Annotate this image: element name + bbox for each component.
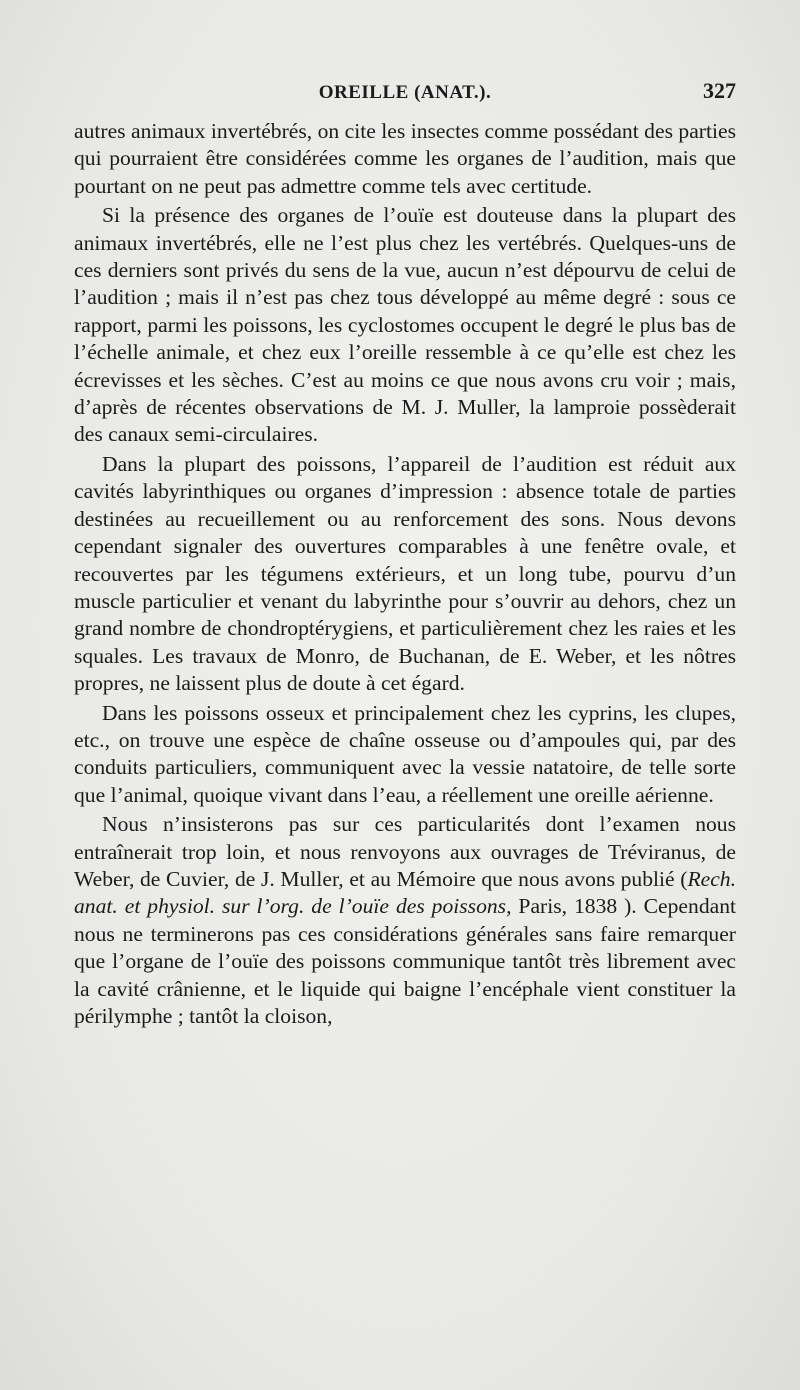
page-header bbox=[74, 78, 736, 112]
paragraph: Si la présence des organes de l’ouïe est douteuse dans la plupart des animaux invertébrés, elle ne l’est plus chez les vertébrés. Quelques-uns de ces derniers sont privés du sens de la vue, aucun n’est dépourvu de celui de l’audition ; mais il n’est pas chez tous développé au même degré : sous ce rapport, parmi les poissons, les cyclostomes occupent le degré le plus bas de l’échelle animale, et chez eux l’oreille ressemble à ce qu’elle est chez les écrevisses et les sèches. C’est au moins ce que nous avons cru voir ; mais, d’après de récentes observations de M. J. Muller, la lamproie possèderait des canaux semi-circulaires. bbox=[74, 203, 736, 447]
paragraph-text: Nous n’insisterons pas sur ces particularités dont l’examen nous entraînerait trop loin, et nous renvoyons aux ouvrages de Tréviranus, de Weber, de Cuvier, de J. Muller, et au Mémoire que nous avons publié ( bbox=[74, 812, 736, 891]
paragraph-text: Paris, 1838 ). Cependant nous ne terminerons pas ces considérations générales sans faire remarquer que l’organe de l’ouïe des poissons communique tantôt très librement avec la cavité crânienne, et le liquide qui baigne l’encéphale vient constituer la périlymphe ; tantôt la cloison, bbox=[74, 894, 736, 1028]
citation-title: Rech. anat. et physiol. sur l’org. de l’ouïe des poissons, bbox=[74, 866, 736, 919]
running-title: OREILLE (ANAT.). bbox=[318, 82, 492, 103]
paragraph: Dans les poissons osseux et principalement chez les cyprins, les clupes, etc., on trouve une espèce de chaîne osseuse ou d’ampoules qui, par des conduits particuliers, communiquent avec la vessie natatoire, de telle sorte que l’animal, quoique vivant dans l’eau, a réellement une oreille aérienne. bbox=[74, 700, 736, 807]
paragraph-continuation: autres animaux invertébrés, on cite les insectes comme possédant des parties qui pourraient être considérées comme les organes de l’audition, mais que pourtant on ne peut pas admettre comme tels avec certitude. bbox=[74, 119, 736, 198]
body-text bbox=[74, 118, 736, 1030]
page-number: 327 bbox=[703, 78, 736, 103]
paragraph: Dans la plupart des poissons, l’appareil de l’audition est réduit aux cavités labyrinthiques ou organes d’impression : absence totale de parties destinées au recueillement ou au renforcement des sons. Nous devons cependant signaler des ouvertures comparables à une fenêtre ovale, et recouvertes par les tégumens extérieurs, et un long tube, pourvu d’un muscle particulier et venant du labyrinthe pour s’ouvrir au dehors, chez un grand nombre de chondroptérygiens, et particulièrement chez les raies et les squales. Les travaux de Monro, de Buchanan, de E. Weber, et les nôtres propres, ne laissent plus de doute à cet égard. bbox=[74, 451, 736, 696]
paragraph-last bbox=[74, 811, 736, 1030]
